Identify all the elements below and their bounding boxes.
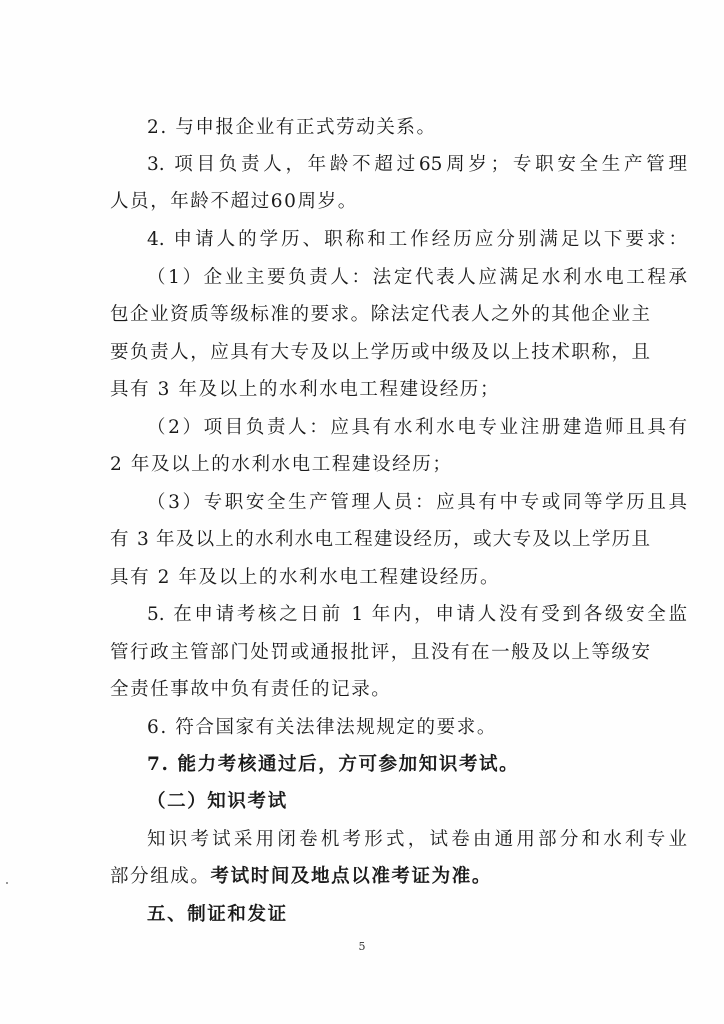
exam-time-note: 考试时间及地点以准考证为准。 [210,866,492,887]
sub-1-line-1: （1）企业主要负责人：法定代表人应满足水利水电工程承 [147,267,687,288]
scan-speck [6,882,8,884]
item-5-line-3: 全责任事故中负有责任的记录。 [110,679,392,700]
knowledge-exam-line-2 [110,864,650,890]
sub-1-line-2: 包企业资质等级标准的要求。除法定代表人之外的其他企业主 [110,304,650,325]
item-7: 7. 能力考核通过后，方可参加知识考试。 [147,754,520,775]
sub-1-line-3: 要负责人，应具有大专及以上学历或中级及以上技术职称，且 [110,342,650,363]
sub-3-line-1: （3）专职安全生产管理人员：应具有中专或同等学历且具 [147,492,687,513]
item-3-line-1: 3. 项目负责人，年龄不超过65周岁；专职安全生产管理 [147,154,687,175]
sub-2-line-1: （2）项目负责人：应具有水利水电专业注册建造师且具有 [147,417,687,438]
section-heading-knowledge-exam: （二）知识考试 [147,791,288,812]
knowledge-exam-line-1: 知识考试采用闭卷机考形式，试卷由通用部分和水利专业 [147,829,687,850]
page-number: 5 [358,940,366,953]
chapter-heading-certificate: 五、制证和发证 [147,904,288,925]
sub-2-line-2: 2 年及以上的水利水电工程建设经历； [110,454,453,475]
sub-3-line-2: 有 3 年及以上的水利水电工程建设经历，或大专及以上学历且 [110,529,650,550]
knowledge-exam-text: 部分组成。 [110,866,211,887]
item-3-line-2: 人员，年龄不超过60周岁。 [110,191,358,212]
item-5-line-1: 5. 在申请考核之日前 1 年内，申请人没有受到各级安全监 [147,604,687,625]
item-4: 4. 申请人的学历、职称和工作经历应分别满足以下要求： [147,229,687,250]
item-2: 2. 与申报企业有正式劳动关系。 [147,117,437,138]
item-6: 6. 符合国家有关法律法规规定的要求。 [147,717,497,738]
item-5-line-2: 管行政主管部门处罚或通报批评，且没有在一般及以上等级安 [110,642,650,663]
sub-3-line-3: 具有 2 年及以上的水利水电工程建设经历。 [110,567,501,588]
sub-1-line-4: 具有 3 年及以上的水利水电工程建设经历； [110,379,501,400]
